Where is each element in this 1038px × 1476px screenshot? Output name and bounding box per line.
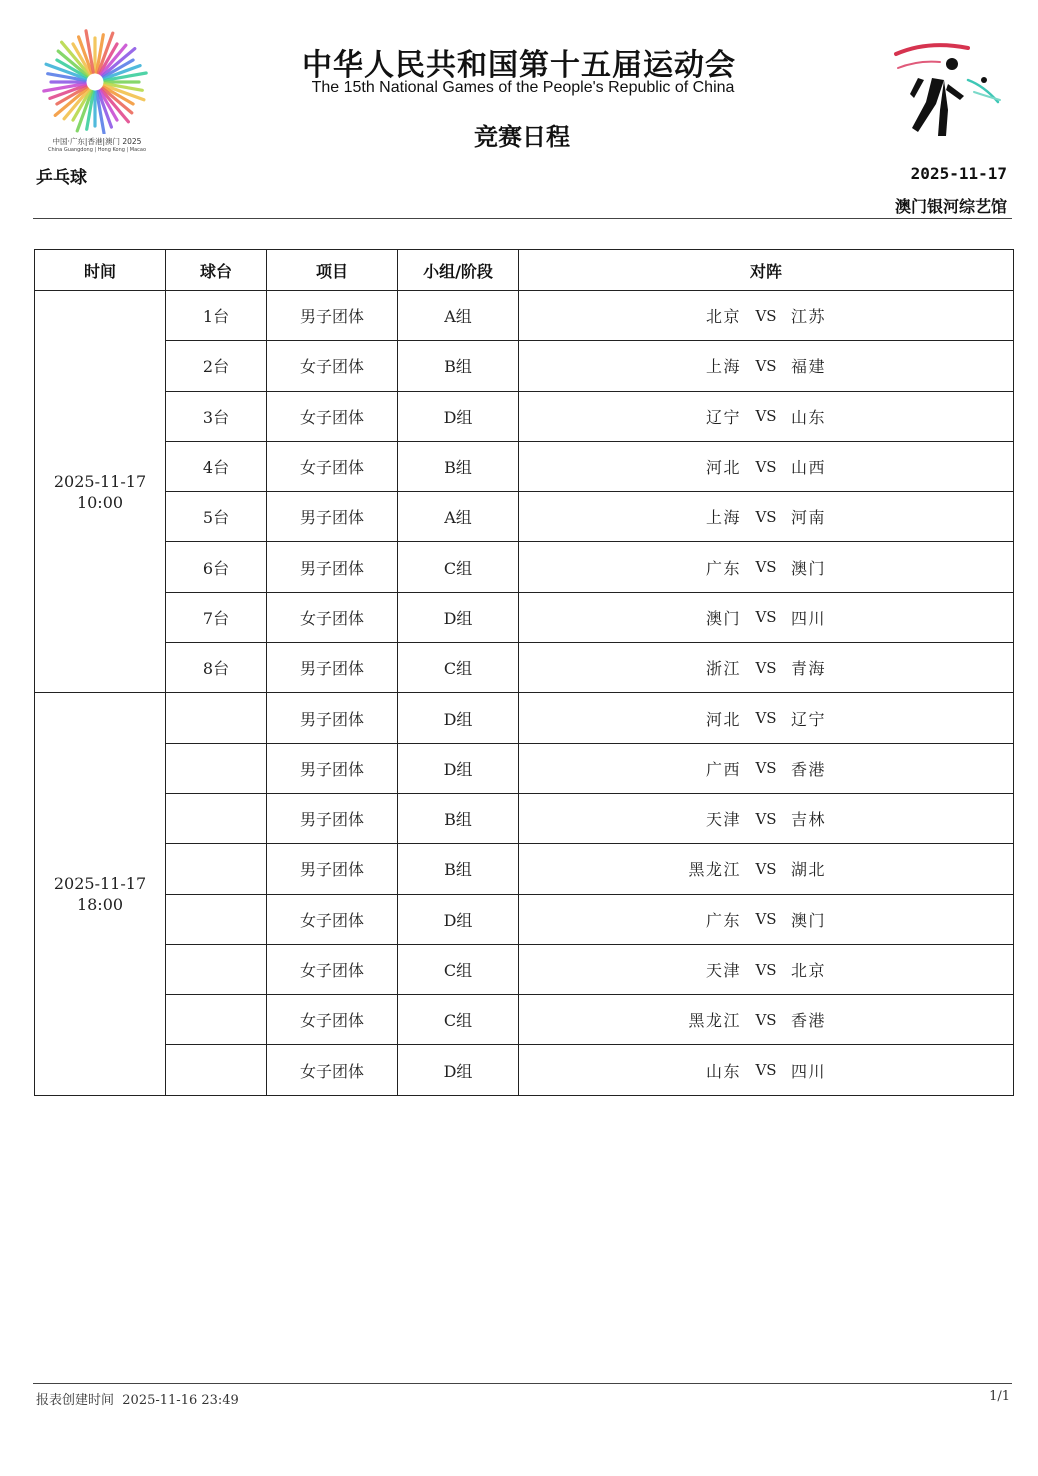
event-cell: 女子团体 bbox=[267, 944, 398, 994]
table-number-cell: 8台 bbox=[166, 643, 267, 693]
team-b: 福建 bbox=[791, 357, 827, 377]
table-number-cell bbox=[166, 844, 267, 894]
matchup-cell bbox=[519, 844, 1014, 894]
group-cell: D组 bbox=[398, 894, 519, 944]
team-b: 河南 bbox=[791, 508, 827, 528]
team-b: 四川 bbox=[791, 1061, 827, 1081]
event-cell: 女子团体 bbox=[267, 1045, 398, 1095]
column-header-table: 球台 bbox=[166, 250, 267, 291]
emblem-caption-cn: 中国·广东|香港|澳门 2025 bbox=[52, 137, 142, 146]
event-cell: 男子团体 bbox=[267, 291, 398, 341]
page-title: 竞赛日程 bbox=[474, 123, 570, 151]
table-row bbox=[35, 441, 1014, 491]
event-cell: 男子团体 bbox=[267, 643, 398, 693]
table-number-cell bbox=[166, 693, 267, 743]
table-row bbox=[35, 291, 1014, 341]
vs-label: VS bbox=[755, 960, 777, 979]
games-title-en: The 15th National Games of the People's Republic of China bbox=[311, 79, 735, 96]
schedule-date: 2025-11-17 bbox=[910, 164, 1007, 183]
event-cell: 男子团体 bbox=[267, 542, 398, 592]
team-b: 北京 bbox=[791, 961, 827, 980]
footer-divider bbox=[33, 1383, 1012, 1384]
table-number-cell bbox=[166, 995, 267, 1045]
games-title-cn: 中华人民共和国第十五届运动会 bbox=[302, 48, 736, 83]
matchup-cell bbox=[519, 793, 1014, 843]
event-cell: 女子团体 bbox=[267, 592, 398, 642]
schedule-table bbox=[34, 249, 1014, 1096]
group-cell: A组 bbox=[398, 492, 519, 542]
vs-label: VS bbox=[755, 457, 777, 476]
table-row bbox=[35, 1045, 1014, 1095]
team-a: 天津 bbox=[705, 810, 741, 830]
emblem-caption-en: China Guangdong | Hong Kong | Macao bbox=[47, 147, 147, 153]
event-cell: 女子团体 bbox=[267, 341, 398, 391]
group-cell: D组 bbox=[398, 693, 519, 743]
team-a: 河北 bbox=[705, 458, 741, 478]
team-a: 广东 bbox=[705, 910, 741, 930]
team-b: 山西 bbox=[791, 458, 827, 478]
session-date: 2025-11-17 bbox=[53, 874, 147, 894]
table-number-cell: 5台 bbox=[166, 492, 267, 542]
event-cell: 女子团体 bbox=[267, 391, 398, 441]
team-a: 天津 bbox=[705, 961, 741, 980]
vs-label: VS bbox=[755, 507, 777, 526]
table-row bbox=[35, 592, 1014, 642]
group-cell: C组 bbox=[398, 995, 519, 1045]
session-time-cell bbox=[35, 693, 166, 1095]
vs-label: VS bbox=[755, 759, 777, 778]
table-row bbox=[35, 693, 1014, 743]
table-number-cell: 2台 bbox=[166, 341, 267, 391]
team-a: 上海 bbox=[705, 357, 741, 377]
event-cell: 男子团体 bbox=[267, 693, 398, 743]
matchup-cell bbox=[519, 743, 1014, 793]
table-row bbox=[35, 894, 1014, 944]
table-row bbox=[35, 341, 1014, 391]
table-row bbox=[35, 743, 1014, 793]
vs-label: VS bbox=[755, 306, 777, 325]
group-cell: D组 bbox=[398, 1045, 519, 1095]
matchup-cell bbox=[519, 995, 1014, 1045]
table-header-row bbox=[35, 250, 1014, 291]
matchup-cell bbox=[519, 894, 1014, 944]
sport-name: 乒乓球 bbox=[36, 168, 87, 188]
column-header-time: 时间 bbox=[35, 250, 166, 291]
matchup-cell bbox=[519, 341, 1014, 391]
team-b: 澳门 bbox=[791, 910, 827, 930]
schedule-body bbox=[35, 291, 1014, 1096]
table-row bbox=[35, 643, 1014, 693]
team-a: 黑龙江 bbox=[688, 1011, 741, 1031]
vs-label: VS bbox=[755, 709, 777, 728]
matchup-cell bbox=[519, 542, 1014, 592]
report-created-label: 报表创建时间 bbox=[36, 1393, 115, 1408]
table-row bbox=[35, 995, 1014, 1045]
team-a: 辽宁 bbox=[705, 407, 741, 427]
group-cell: A组 bbox=[398, 291, 519, 341]
team-a: 浙江 bbox=[705, 659, 741, 679]
table-number-cell bbox=[166, 743, 267, 793]
column-header-matchup: 对阵 bbox=[519, 250, 1014, 291]
session-time: 18:00 bbox=[76, 895, 124, 915]
report-created-time: 2025-11-16 23:49 bbox=[122, 1393, 239, 1408]
team-b: 青海 bbox=[791, 659, 827, 679]
vs-label: VS bbox=[755, 1010, 777, 1029]
team-a: 广西 bbox=[705, 759, 741, 779]
matchup-cell bbox=[519, 391, 1014, 441]
table-number-cell: 4台 bbox=[166, 441, 267, 491]
team-b: 江苏 bbox=[791, 307, 827, 327]
table-number-cell: 3台 bbox=[166, 391, 267, 441]
header-divider bbox=[33, 218, 1012, 219]
team-b: 澳门 bbox=[791, 558, 827, 578]
event-cell: 男子团体 bbox=[267, 844, 398, 894]
event-cell: 男子团体 bbox=[267, 492, 398, 542]
column-header-event: 项目 bbox=[267, 250, 398, 291]
vs-label: VS bbox=[755, 809, 777, 828]
table-row bbox=[35, 391, 1014, 441]
vs-label: VS bbox=[755, 859, 777, 878]
page-number: 1/1 bbox=[989, 1389, 1010, 1404]
venue-name: 澳门银河综艺馆 bbox=[894, 197, 1007, 216]
table-number-cell: 1台 bbox=[166, 291, 267, 341]
table-number-cell: 6台 bbox=[166, 542, 267, 592]
event-cell: 男子团体 bbox=[267, 743, 398, 793]
vs-label: VS bbox=[755, 558, 777, 577]
matchup-cell bbox=[519, 693, 1014, 743]
team-b: 香港 bbox=[791, 759, 827, 779]
team-b: 吉林 bbox=[791, 810, 827, 830]
matchup-cell bbox=[519, 592, 1014, 642]
team-a: 上海 bbox=[705, 508, 741, 528]
table-number-cell: 7台 bbox=[166, 592, 267, 642]
team-a: 黑龙江 bbox=[688, 860, 741, 880]
group-cell: D组 bbox=[398, 391, 519, 441]
matchup-cell bbox=[519, 944, 1014, 994]
team-a: 山东 bbox=[705, 1061, 741, 1081]
matchup-cell bbox=[519, 643, 1014, 693]
table-row bbox=[35, 492, 1014, 542]
group-cell: D组 bbox=[398, 743, 519, 793]
vs-label: VS bbox=[755, 356, 777, 375]
session-date: 2025-11-17 bbox=[53, 471, 147, 491]
table-number-cell bbox=[166, 1045, 267, 1095]
event-cell: 男子团体 bbox=[267, 793, 398, 843]
column-header-group: 小组/阶段 bbox=[398, 250, 519, 291]
team-b: 香港 bbox=[791, 1011, 827, 1031]
group-cell: B组 bbox=[398, 341, 519, 391]
team-a: 广东 bbox=[705, 558, 741, 578]
session-time: 10:00 bbox=[76, 492, 124, 512]
team-b: 四川 bbox=[791, 608, 827, 628]
group-cell: B组 bbox=[398, 844, 519, 894]
matchup-cell bbox=[519, 1045, 1014, 1095]
team-b: 辽宁 bbox=[791, 709, 827, 729]
report-created bbox=[36, 1389, 239, 1408]
team-a: 澳门 bbox=[705, 608, 741, 628]
group-cell: C组 bbox=[398, 643, 519, 693]
group-cell: C组 bbox=[398, 542, 519, 592]
event-cell: 女子团体 bbox=[267, 894, 398, 944]
vs-label: VS bbox=[755, 658, 777, 677]
table-row bbox=[35, 542, 1014, 592]
table-number-cell bbox=[166, 793, 267, 843]
vs-label: VS bbox=[755, 1061, 777, 1080]
matchup-cell bbox=[519, 441, 1014, 491]
event-cell: 女子团体 bbox=[267, 995, 398, 1045]
group-cell: B组 bbox=[398, 441, 519, 491]
matchup-cell bbox=[519, 492, 1014, 542]
vs-label: VS bbox=[755, 407, 777, 426]
team-b: 山东 bbox=[791, 407, 827, 427]
matchup-cell bbox=[519, 291, 1014, 341]
group-cell: B组 bbox=[398, 793, 519, 843]
team-a: 河北 bbox=[705, 709, 741, 729]
table-number-cell bbox=[166, 894, 267, 944]
table-row bbox=[35, 844, 1014, 894]
team-b: 湖北 bbox=[791, 860, 827, 880]
group-cell: C组 bbox=[398, 944, 519, 994]
event-cell: 女子团体 bbox=[267, 441, 398, 491]
table-row bbox=[35, 944, 1014, 994]
group-cell: D组 bbox=[398, 592, 519, 642]
vs-label: VS bbox=[755, 910, 777, 929]
session-time-cell bbox=[35, 291, 166, 693]
table-row bbox=[35, 793, 1014, 843]
team-a: 北京 bbox=[705, 307, 741, 327]
vs-label: VS bbox=[755, 608, 777, 627]
table-number-cell bbox=[166, 944, 267, 994]
